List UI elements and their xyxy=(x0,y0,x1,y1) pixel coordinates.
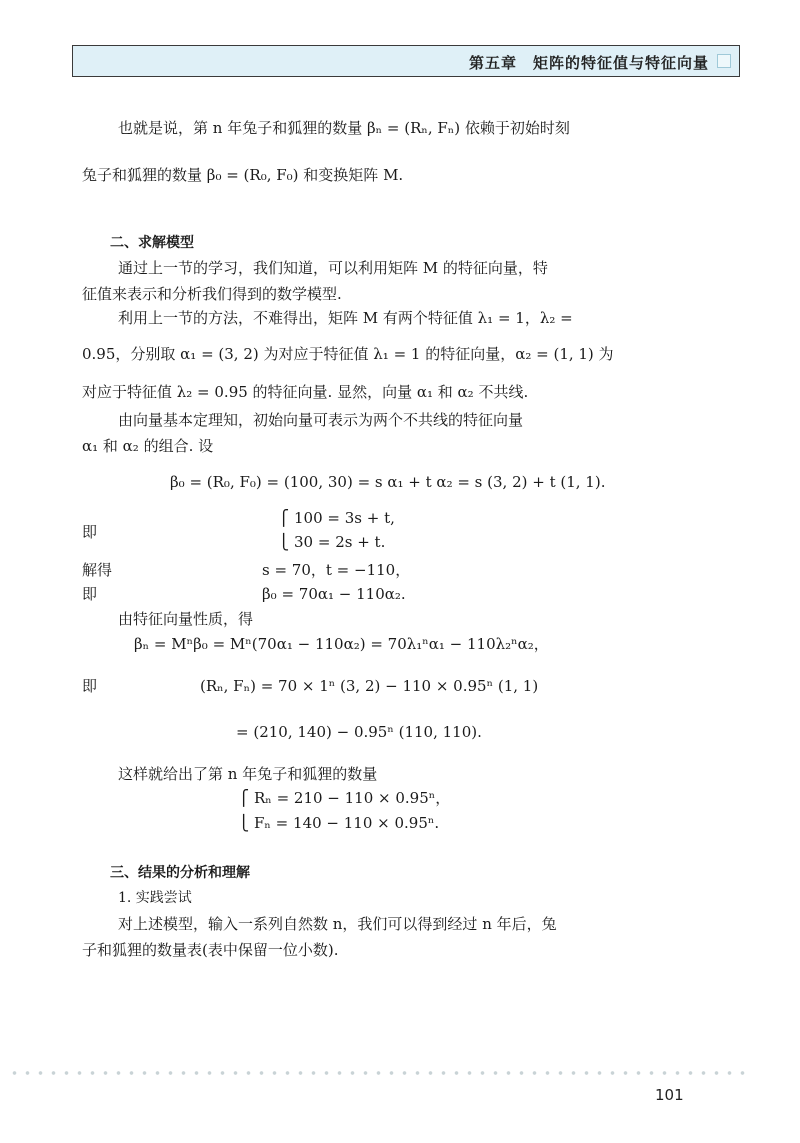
label-ji-3: 即 xyxy=(82,677,98,695)
equation-rn-fn: (Rₙ, Fₙ) = 70 × 1ⁿ (3, 2) − 110 × 0.95ⁿ (1, 1) xyxy=(200,677,539,695)
system-equation-2: ⎩ 30 = 2s + t. xyxy=(278,533,386,551)
paragraph-3-line-3: 对应于特征值 λ₂ = 0.95 的特征向量. 显然，向量 α₁ 和 α₂ 不共线. xyxy=(82,383,529,401)
chapter-title: 第五章 矩阵的特征值与特征向量 xyxy=(468,54,709,72)
equation-beta-n: βₙ = Mⁿβ₀ = Mⁿ(70α₁ − 110α₂) = 70λ₁ⁿα₁ − 110λ₂ⁿα₂， xyxy=(134,635,549,653)
chapter-header xyxy=(72,45,740,77)
label-ji-1: 即 xyxy=(82,523,98,541)
equation-simplified: = (210, 140) − 0.95ⁿ (110, 110). xyxy=(236,723,482,741)
paragraph-7-line-1: 对上述模型，输入一系列自然数 n，我们可以得到经过 n 年后，兔 xyxy=(118,915,557,933)
paragraph-6: 这样就给出了第 n 年兔子和狐狸的数量 xyxy=(118,765,378,783)
solution-values: s = 70，t = −110， xyxy=(262,561,411,579)
equation-decomposition: β₀ = (R₀, F₀) = (100, 30) = s α₁ + t α₂ = s (3, 2) + t (1, 1). xyxy=(170,473,606,491)
paragraph-3-line-2: 0.95，分别取 α₁ = (3, 2) 为对应于特征值 λ₁ = 1 的特征向量，α₂ = (1, 1) 为 xyxy=(82,345,614,363)
section-heading-analysis: 三、结果的分析和理解 xyxy=(110,865,250,881)
paragraph-4-line-1: 由向量基本定理知，初始向量可表示为两个不共线的特征向量 xyxy=(118,411,524,429)
footer-dotted-rule xyxy=(8,1070,753,1076)
paragraph-2-line-1: 通过上一节的学习，我们知道，可以利用矩阵 M 的特征向量，特 xyxy=(118,259,548,277)
paragraph-3-line-1: 利用上一节的方法，不难得出，矩阵 M 有两个特征值 λ₁ = 1，λ₂ = xyxy=(118,309,573,327)
paragraph-2-line-2: 征值来表示和分析我们得到的数学模型. xyxy=(82,285,342,303)
label-ji-2: 即 xyxy=(82,585,98,603)
label-solution: 解得 xyxy=(82,561,113,579)
section-heading-solve: 二、求解模型 xyxy=(110,235,194,251)
system-equation-1: ⎧ 100 = 3s + t, xyxy=(278,509,395,527)
result-rabbits: ⎧ Rₙ = 210 − 110 × 0.95ⁿ， xyxy=(238,789,451,807)
paragraph-7-line-2: 子和狐狸的数量表(表中保留一位小数). xyxy=(82,941,339,959)
result-foxes: ⎩ Fₙ = 140 − 110 × 0.95ⁿ. xyxy=(238,814,440,832)
body-line-2: 兔子和狐狸的数量 β₀ = (R₀, F₀) 和变换矩阵 M. xyxy=(82,166,404,184)
header-decoration xyxy=(717,54,731,68)
body-line-1: 也就是说，第 n 年兔子和狐狸的数量 βₙ = (Rₙ, Fₙ) 依赖于初始时刻 xyxy=(118,119,570,137)
paragraph-5: 由特征向量性质，得 xyxy=(118,610,254,628)
paragraph-4-line-2: α₁ 和 α₂ 的组合. 设 xyxy=(82,437,214,455)
page-number: 101 xyxy=(655,1086,684,1104)
subheading-practice: 1. 实践尝试 xyxy=(118,890,192,906)
initial-vector-combination: β₀ = 70α₁ − 110α₂. xyxy=(262,585,406,603)
